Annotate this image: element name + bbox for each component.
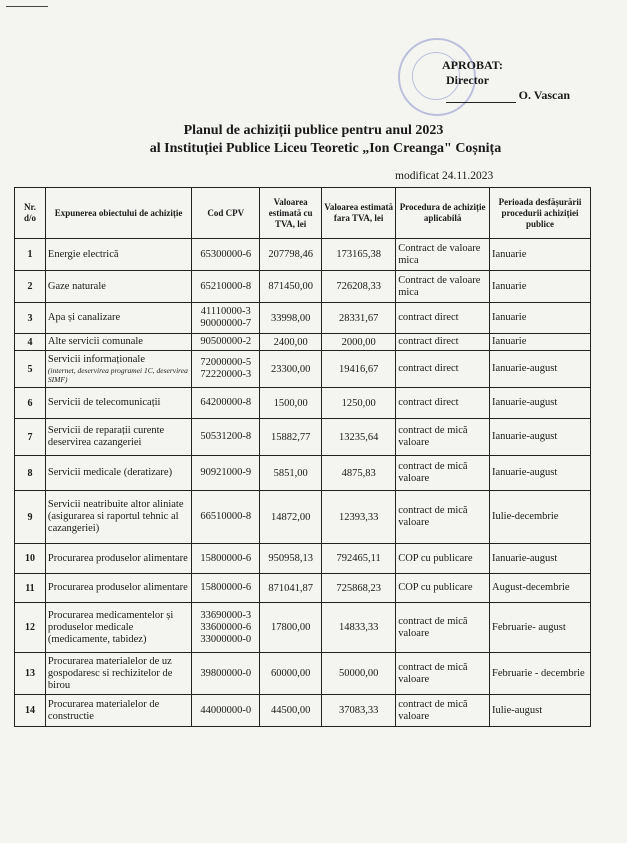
row-object-name <box>45 419 191 456</box>
table-row <box>15 544 591 574</box>
row-cpv-code <box>192 603 260 653</box>
row-number: 5 <box>15 351 46 388</box>
row-period: Ianuarie <box>489 239 590 271</box>
row-period: Ianuarie-august <box>489 388 590 419</box>
table-row <box>15 303 591 334</box>
row-period: August-decembrie <box>489 574 590 603</box>
row-period: Ianuarie-august <box>489 351 590 388</box>
row-object-name <box>45 239 191 271</box>
object-name-text: Apa și canalizare <box>47 312 121 323</box>
approval-block <box>430 58 570 103</box>
cpv-code: 90000000-7 <box>200 318 252 329</box>
row-cpv-code <box>192 456 260 491</box>
row-cpv-code <box>192 334 260 351</box>
cpv-code: 50531200-8 <box>200 431 252 442</box>
header-cpv: Cod CPV <box>192 188 260 239</box>
row-number: 4 <box>15 334 46 351</box>
title-line-1: Planul de achiziții publice pentru anul 2023 <box>183 123 444 138</box>
row-object-name <box>45 544 191 574</box>
row-cpv-code <box>192 419 260 456</box>
row-cpv-code <box>192 388 260 419</box>
row-procedure: contract de mică valoare <box>396 456 490 491</box>
row-value-without-vat: 4875,83 <box>322 456 396 491</box>
object-name-text: Procurarea produselor alimentare <box>47 582 188 593</box>
row-procedure: contract direct <box>396 388 490 419</box>
object-name-text: Servicii neatribuite altor aliniate (asigurarea si raportul tehnic al cazangeriei) <box>47 499 184 534</box>
row-object-name <box>45 574 191 603</box>
cpv-code: 15800000-6 <box>200 552 252 564</box>
procurement-table <box>14 187 591 727</box>
row-cpv-code <box>192 653 260 695</box>
title-line-2: al Instituției Publice Liceu Teoretic „Ion Creanga" Coșnița <box>149 141 502 156</box>
row-value-with-vat: 871450,00 <box>260 271 322 303</box>
row-number: 3 <box>15 303 46 334</box>
cpv-code: 39800000-0 <box>200 667 252 679</box>
row-value-without-vat: 19416,67 <box>322 351 396 388</box>
row-procedure: COP cu publicare <box>396 544 490 574</box>
row-value-with-vat: 950958,13 <box>260 544 322 574</box>
row-object-name <box>45 653 191 695</box>
table-row <box>15 491 591 544</box>
row-value-with-vat: 14872,00 <box>260 491 322 544</box>
table-row <box>15 271 591 303</box>
row-value-with-vat: 2400,00 <box>260 334 322 351</box>
row-period: Ianuarie <box>489 271 590 303</box>
row-cpv-code <box>192 239 260 271</box>
table-row <box>15 695 591 727</box>
corner-mark <box>6 6 48 7</box>
row-cpv-code <box>192 351 260 388</box>
cpv-code: 90921000-9 <box>200 467 252 478</box>
row-procedure: Contract de valoare mica <box>396 271 490 303</box>
table-row <box>15 239 591 271</box>
row-procedure: Contract de valoare mica <box>396 239 490 271</box>
row-value-without-vat: 50000,00 <box>322 653 396 695</box>
cpv-code: 72220000-3 <box>200 369 252 380</box>
row-object-name <box>45 303 191 334</box>
object-name-note: (internet, deservirea programei 1C, deservirea SIMF) <box>47 366 188 384</box>
row-value-without-vat: 13235,64 <box>322 419 396 456</box>
header-name: Expunerea obiectului de achiziție <box>45 188 191 239</box>
row-object-name <box>45 491 191 544</box>
cpv-code: 44000000-0 <box>200 704 252 716</box>
row-value-with-vat: 1500,00 <box>260 388 322 419</box>
row-object-name <box>45 456 191 491</box>
row-value-with-vat: 15882,77 <box>260 419 322 456</box>
cpv-code: 65210000-8 <box>200 280 252 292</box>
row-value-with-vat: 44500,00 <box>260 695 322 727</box>
object-name-text: Procurarea materialelor de uz gospodaresc si rechizitelor de birou <box>47 655 173 691</box>
row-number: 7 <box>15 419 46 456</box>
row-procedure: contract de mică valoare <box>396 491 490 544</box>
object-name-text: Energie electrică <box>47 248 119 260</box>
table-row <box>15 603 591 653</box>
row-period: Iulie-august <box>489 695 590 727</box>
approval-status: APROBAT: <box>442 58 503 72</box>
row-procedure: contract direct <box>396 351 490 388</box>
row-number: 2 <box>15 271 46 303</box>
signature-line <box>446 91 516 103</box>
row-cpv-code <box>192 695 260 727</box>
header-proc: Procedura de achiziție aplicabilă <box>396 188 490 239</box>
row-value-without-vat: 173165,38 <box>322 239 396 271</box>
row-cpv-code <box>192 491 260 544</box>
object-name-text: Alte servicii comunale <box>47 336 143 347</box>
header-per: Perioada desfășurării procedurii achiziției publice <box>489 188 590 239</box>
object-name-text: Procurarea produselor alimentare <box>47 552 188 564</box>
row-number: 13 <box>15 653 46 695</box>
row-procedure: contract direct <box>396 334 490 351</box>
modified-date: modificat 24.11.2023 <box>395 170 494 182</box>
row-value-without-vat: 726208,33 <box>322 271 396 303</box>
object-name-text: Procurarea materialelor de constructie <box>47 698 160 722</box>
row-number: 11 <box>15 574 46 603</box>
row-value-without-vat: 14833,33 <box>322 603 396 653</box>
row-value-without-vat: 37083,33 <box>322 695 396 727</box>
row-value-without-vat: 792465,11 <box>322 544 396 574</box>
approval-role: Director <box>446 73 490 87</box>
header-val-fara: Valoarea estimată fara TVA, lei <box>322 188 396 239</box>
row-number: 12 <box>15 603 46 653</box>
row-period: Ianuarie <box>489 303 590 334</box>
header-nr: Nr. d/o <box>15 188 46 239</box>
row-number: 9 <box>15 491 46 544</box>
row-object-name <box>45 695 191 727</box>
cpv-code: 15800000-6 <box>200 582 252 593</box>
row-value-without-vat: 28331,67 <box>322 303 396 334</box>
row-value-without-vat: 12393,33 <box>322 491 396 544</box>
row-period: Ianuarie-august <box>489 544 590 574</box>
row-cpv-code <box>192 271 260 303</box>
object-name-text: Gaze naturale <box>47 280 106 292</box>
table-row <box>15 419 591 456</box>
page-title <box>0 122 627 158</box>
cpv-code: 33000000-0 <box>200 633 252 645</box>
row-number: 1 <box>15 239 46 271</box>
row-cpv-code <box>192 544 260 574</box>
header-val-tva: Valoarea estimată cu TVA, lei <box>260 188 322 239</box>
cpv-code: 33690000-3 <box>200 609 252 621</box>
row-object-name <box>45 351 191 388</box>
approval-signatory: O. Vascan <box>518 88 570 102</box>
cpv-code: 90500000-2 <box>200 336 252 347</box>
row-number: 6 <box>15 388 46 419</box>
table-header-row <box>15 188 591 239</box>
row-period: Ianuarie-august <box>489 456 590 491</box>
row-value-with-vat: 33998,00 <box>260 303 322 334</box>
row-period: Februarie - decembrie <box>489 653 590 695</box>
row-period: Ianuarie-august <box>489 419 590 456</box>
row-period: Februarie- august <box>489 603 590 653</box>
row-value-without-vat: 2000,00 <box>322 334 396 351</box>
row-number: 14 <box>15 695 46 727</box>
row-period: Iulie-decembrie <box>489 491 590 544</box>
row-value-with-vat: 5851,00 <box>260 456 322 491</box>
row-object-name <box>45 603 191 653</box>
row-procedure: contract direct <box>396 303 490 334</box>
object-name-text: Servicii medicale (deratizare) <box>47 467 173 478</box>
row-object-name <box>45 271 191 303</box>
row-value-with-vat: 60000,00 <box>260 653 322 695</box>
table-row <box>15 388 591 419</box>
table-row <box>15 351 591 388</box>
cpv-code: 65300000-6 <box>200 248 252 260</box>
cpv-code: 41110000-3 <box>200 306 251 317</box>
table-row <box>15 334 591 351</box>
row-procedure: contract de mică valoare <box>396 653 490 695</box>
row-object-name <box>45 334 191 351</box>
row-period: Ianuarie <box>489 334 590 351</box>
cpv-code: 64200000-8 <box>200 397 252 408</box>
object-name-text: Servicii de reparații curente deservirea cazangeriei <box>47 425 165 448</box>
table-row <box>15 456 591 491</box>
row-object-name <box>45 388 191 419</box>
row-value-without-vat: 725868,23 <box>322 574 396 603</box>
row-procedure: contract de mică valoare <box>396 603 490 653</box>
cpv-code: 72000000-5 <box>200 357 252 368</box>
row-value-with-vat: 871041,87 <box>260 574 322 603</box>
approval-signature-line <box>430 88 570 103</box>
object-name-text: Servicii informaționale <box>47 354 146 365</box>
cpv-code: 33600000-6 <box>200 621 252 633</box>
row-value-with-vat: 17800,00 <box>260 603 322 653</box>
row-cpv-code <box>192 574 260 603</box>
table-row <box>15 653 591 695</box>
cpv-code: 66510000-8 <box>200 511 252 522</box>
row-cpv-code <box>192 303 260 334</box>
row-procedure: contract de mică valoare <box>396 419 490 456</box>
row-procedure: COP cu publicare <box>396 574 490 603</box>
row-value-without-vat: 1250,00 <box>322 388 396 419</box>
row-procedure: contract de mică valoare <box>396 695 490 727</box>
row-value-with-vat: 23300,00 <box>260 351 322 388</box>
row-value-with-vat: 207798,46 <box>260 239 322 271</box>
row-number: 8 <box>15 456 46 491</box>
object-name-text: Servicii de telecomunicații <box>47 397 161 408</box>
table-row <box>15 574 591 603</box>
row-number: 10 <box>15 544 46 574</box>
object-name-text: Procurarea medicamentelor și produselor medicale (medicamente, tabidez) <box>47 609 174 645</box>
